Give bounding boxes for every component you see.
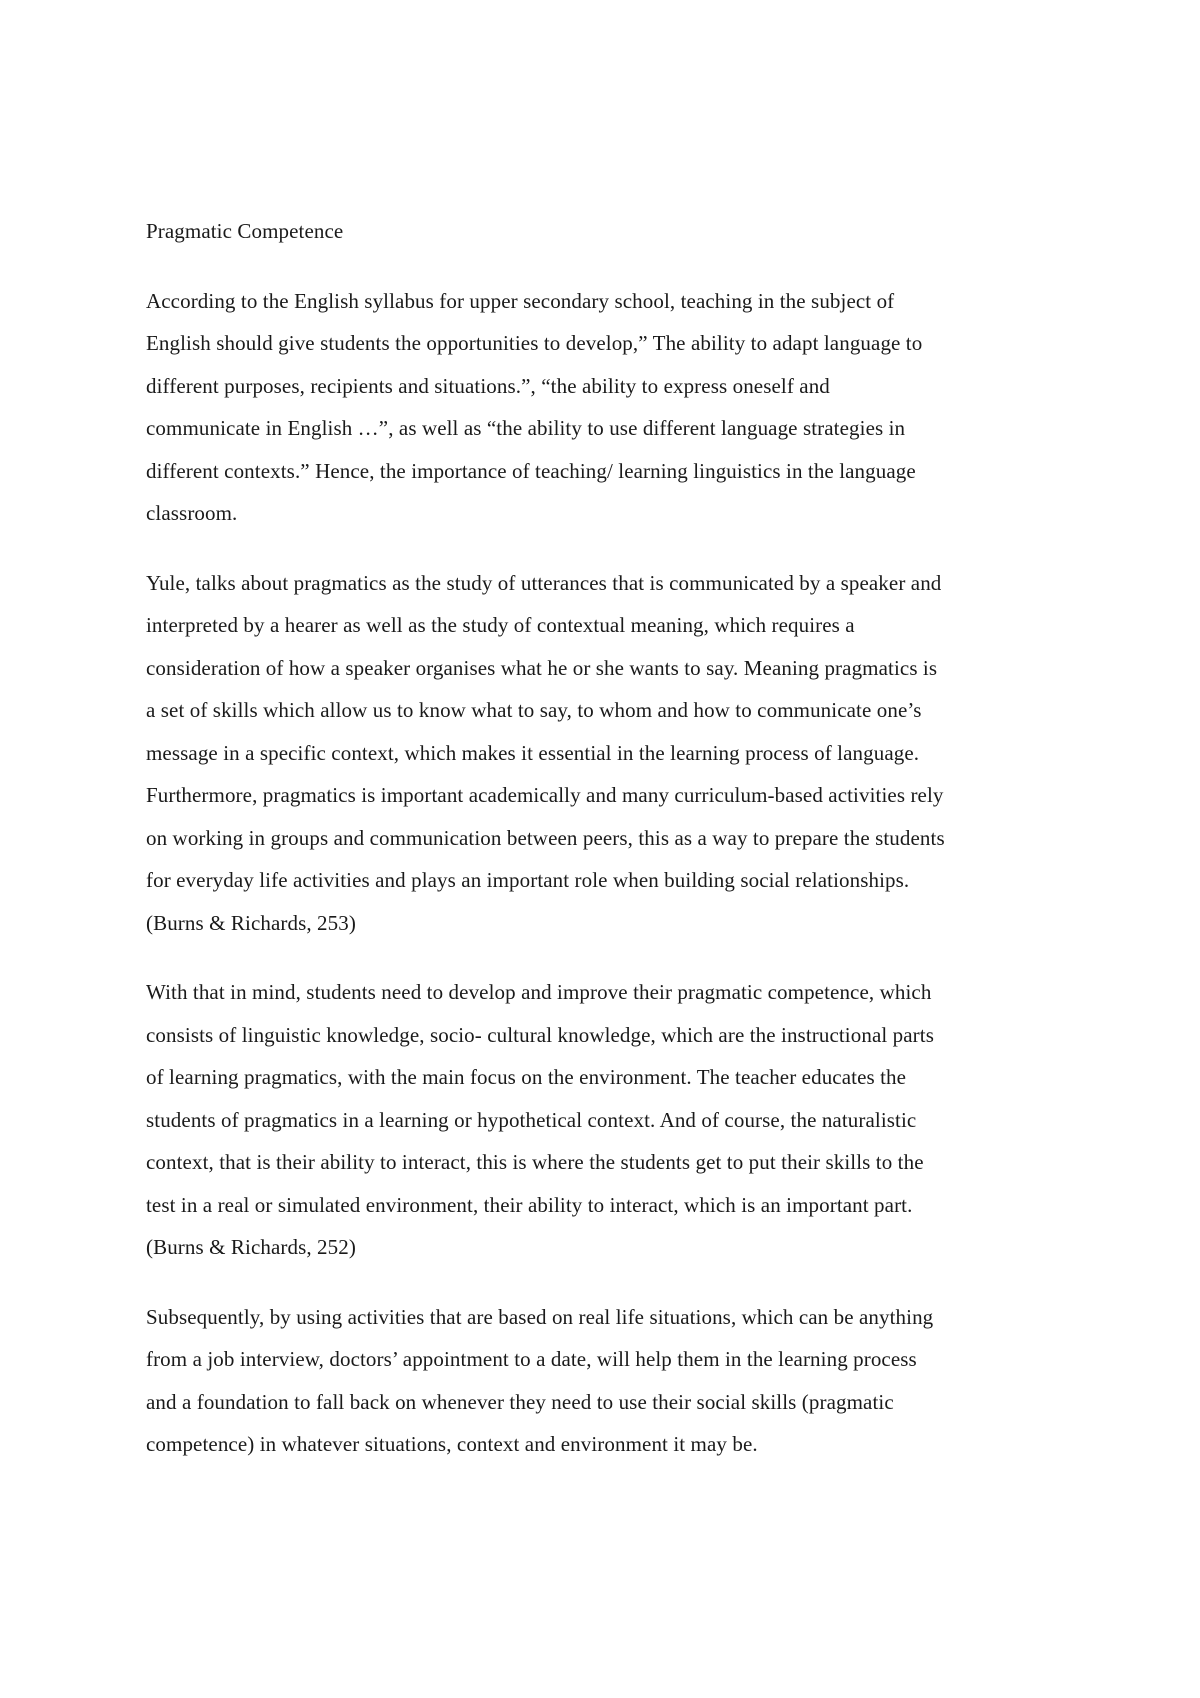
- paragraph-line: Furthermore, pragmatics is important academically and many curriculum-based activities rely: [146, 783, 944, 807]
- citation: (Burns & Richards, 253): [146, 910, 356, 935]
- document-body: [146, 210, 1076, 1493]
- paragraph-4: [146, 1296, 1076, 1466]
- document-title: Pragmatic Competence: [146, 219, 344, 243]
- paragraph-line: According to the English syllabus for upper secondary school, teaching in the subject of: [146, 288, 895, 313]
- paragraph-line: communicate in English …”, as well as “the ability to use different language strategies in: [146, 416, 906, 440]
- paragraph-line: a set of skills which allow us to know what to say, to whom and how to communicate one’s: [146, 698, 922, 722]
- paragraph-3: [146, 971, 1076, 1269]
- paragraph-line: of learning pragmatics, with the main focus on the environment. The teacher educates the: [146, 1065, 907, 1089]
- paragraph-2: [146, 562, 1076, 945]
- paragraph-line: English should give students the opportunities to develop,” The ability to adapt language to: [146, 331, 923, 355]
- paragraph-line: message in a specific context, which makes it essential in the learning process of language.: [146, 740, 920, 765]
- paragraph-line: from a job interview, doctors’ appointment to a date, will help them in the learning process: [146, 1347, 917, 1371]
- paragraph-line: consideration of how a speaker organises what he or she wants to say. Meaning pragmatics is: [146, 655, 938, 680]
- paragraph-line: different purposes, recipients and situations.”, “the ability to express oneself and: [146, 373, 830, 398]
- paragraph-line: students of pragmatics in a learning or hypothetical context. And of course, the naturalistic: [146, 1107, 917, 1132]
- citation: (Burns & Richards, 252): [146, 1235, 356, 1259]
- paragraph-line: for everyday life activities and plays an important role when building social relationships.: [146, 868, 910, 892]
- paragraph-line: classroom.: [146, 501, 238, 525]
- paragraph-line: With that in mind, students need to develop and improve their pragmatic competence, which: [146, 980, 932, 1004]
- paragraph-line: different contexts.” Hence, the importance of teaching/ learning linguistics in the language: [146, 458, 916, 483]
- paragraph-line: interpreted by a hearer as well as the study of contextual meaning, which requires a: [146, 613, 855, 637]
- paragraph-line: Yule, talks about pragmatics as the study of utterances that is communicated by a speaker and: [146, 570, 942, 595]
- paragraph-line: context, that is their ability to interact, this is where the students get to put their skills to the: [146, 1150, 924, 1174]
- paragraph-line: on working in groups and communication between peers, this as a way to prepare the students: [146, 825, 945, 850]
- paragraph-line: test in a real or simulated environment, their ability to interact, which is an important part.: [146, 1192, 913, 1217]
- paragraph-line: competence) in whatever situations, context and environment it may be.: [146, 1432, 758, 1456]
- paragraph-line: and a foundation to fall back on whenever they need to use their social skills (pragmatic: [146, 1389, 894, 1414]
- paragraph-line: Subsequently, by using activities that are based on real life situations, which can be anything: [146, 1304, 934, 1329]
- paragraph-1: [146, 280, 1076, 535]
- paragraph-line: consists of linguistic knowledge, socio- cultural knowledge, which are the instructional parts: [146, 1022, 934, 1047]
